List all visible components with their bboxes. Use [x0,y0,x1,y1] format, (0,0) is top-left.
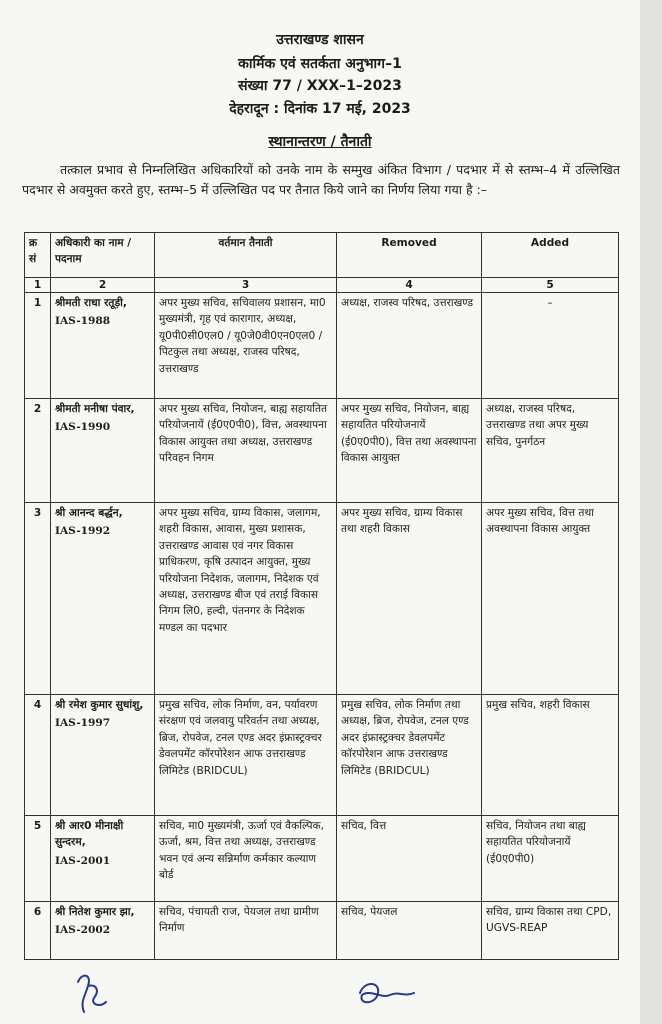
removed-posting: अपर मुख्य सचिव, नियोजन, बाह्य सहायतित परियोजनायें (ई0ए0पी0), वित्त तथा अवस्थापना विकास आयुक्त [337,399,482,503]
header-removed: Removed [337,233,482,278]
col-number-3: 3 [155,278,337,293]
header-added: Added [482,233,619,278]
officer-cell [51,399,155,503]
table-row [25,695,619,816]
officer-cell [51,695,155,816]
current-posting: सचिव, पंचायती राज, पेयजल तथा ग्रामीण निर्माण [155,902,337,960]
added-posting: प्रमुख सचिव, शहरी विकास [482,695,619,816]
header-sn: क्र सं [25,233,51,278]
officer-batch: IAS-1992 [55,525,111,538]
added-posting: अपर मुख्य सचिव, वित्त तथा अवस्थापना विकास आयुक्त [482,503,619,695]
current-posting: अपर मुख्य सचिव, ग्राम्य विकास, जलागम, शहरी विकास, आवास, मुख्य प्रशासक, उत्तराखण्ड आवास एवं नगर विकास प्राधिकरण, कृषि उत्पादन आयुक्त, मुख्य परियोजना निदेशक, जलागम, निदेशक एवं अध्यक्ष, उत्तराखण्ड बीज एवं तराई विकास निगम लि0, हल्दी, पंतनगर के निदेशक मण्डल का पदभार [155,503,337,695]
current-posting: अपर मुख्य सचिव, नियोजन, बाह्य सहायतित परियोजनायें (ई0ए0पी0), वित्त, अवस्थापना विकास आयुक्त तथा अध्यक्ष, उत्तराखण्ड परिवहन निगम [155,399,337,503]
officer-name: श्री रमेश कुमार सुधांशु, [55,699,144,711]
officer-name: श्रीमती मनीषा पंवार, [55,403,135,415]
intro-paragraph [22,160,620,200]
officer-cell [51,503,155,695]
row-sn: 4 [25,695,51,816]
subject-title [0,132,640,151]
table-row [25,293,619,399]
table-row [25,399,619,503]
signature-right [350,975,420,1015]
officer-batch: IAS-1990 [55,421,111,434]
table-row [25,503,619,695]
officer-batch: IAS-1988 [55,315,111,328]
officer-name: श्रीमती राधा रतूड़ी, [55,297,127,309]
header-name: अधिकारी का नाम / पदनाम [51,233,155,278]
removed-posting: सचिव, वित्त [337,816,482,902]
current-posting: प्रमुख सचिव, लोक निर्माण, वन, पर्यावरण संरक्षण एवं जलवायु परिवर्तन तथा अध्यक्ष, ब्रिज, रोपवेज, टनल एण्ड अदर इंफ्रास्ट्रक्चर डेवलपमेंट कॉरपोरेशन आफ उत्तराखण्ड लिमिटेड (BRIDCUL) [155,695,337,816]
current-posting: अपर मुख्य सचिव, सचिवालय प्रशासन, मा0 मुख्यमंत्री, गृह एवं कारागार, अध्यक्ष, यू0पी0सी0एल0 / यू0जे0वी0एन0एल0 / पिटकुल तथा अध्यक्ष, राजस्व परिषद, उत्तराखण्ड [155,293,337,399]
signature-left [70,968,130,1018]
removed-posting: अध्यक्ष, राजस्व परिषद, उत्तराखण्ड [337,293,482,399]
removed-posting: सचिव, पेयजल [337,902,482,960]
department-heading: कार्मिक एवं सतर्कता अनुभाग–1 [238,56,402,72]
page-edge [640,0,662,1024]
officer-batch: IAS-2001 [55,854,111,867]
officer-cell [51,293,155,399]
officer-name: श्री आनन्द बर्द्धन, [55,507,123,519]
place-date: देहरादून : दिनांक 17 मई, 2023 [229,101,411,117]
table-row [25,902,619,960]
removed-posting: अपर मुख्य सचिव, ग्राम्य विकास तथा शहरी विकास [337,503,482,695]
row-sn: 6 [25,902,51,960]
col-number-4: 4 [337,278,482,293]
govt-heading: उत्तराखण्ड शासन [276,32,364,48]
row-sn: 5 [25,816,51,902]
removed-posting: प्रमुख सचिव, लोक निर्माण तथा अध्यक्ष, ब्रिज, रोपवेज, टनल एण्ड अदर इंफ्रास्ट्रक्चर डेवलपमेंट कॉरपोरेशन आफ उत्तराखण्ड लिमिटेड (BRIDCUL) [337,695,482,816]
column-number-row [25,278,619,293]
officer-batch: IAS-1997 [55,717,111,730]
added-posting: सचिव, ग्राम्य विकास तथा CPD, UGVS-REAP [482,902,619,960]
col-number-5: 5 [482,278,619,293]
added-posting: – [482,293,619,399]
col-number-2: 2 [51,278,155,293]
officer-name: श्री आर0 मीनाक्षी सुन्दरम, [55,820,124,849]
table-header-row [25,233,619,278]
reference-number: संख्या 77 / XXX–1–2023 [238,78,402,94]
added-posting: अध्यक्ष, राजस्व परिषद, उत्तराखण्ड तथा अपर मुख्य सचिव, पुनर्गठन [482,399,619,503]
transfer-table [24,232,619,960]
intro-text: तत्काल प्रभाव से निम्नलिखित अधिकारियों को उनके नाम के सम्मुख अंकित विभाग / पदभार में से स्तम्भ–4 में उल्लिखित पदभार से अवमुक्त करते हुए, स्तम्भ–5 में उल्लिखित पद पर तैनात किये जाने का निर्णय लिया गया है :– [22,162,620,197]
row-sn: 2 [25,399,51,503]
added-posting: सचिव, नियोजन तथा बाह्य सहायतित परियोजनायें (ई0ए0पी0) [482,816,619,902]
subject-text: स्थानान्तरण / तैनाती [268,134,372,150]
row-sn: 1 [25,293,51,399]
officer-batch: IAS-2002 [55,924,111,937]
officer-cell [51,902,155,960]
table-row [25,816,619,902]
header-current: वर्तमान तैनाती [155,233,337,278]
col-number-1: 1 [25,278,51,293]
row-sn: 3 [25,503,51,695]
officer-cell [51,816,155,902]
officer-name: श्री नितेश कुमार झा, [55,906,135,918]
current-posting: सचिव, मा0 मुख्यमंत्री, ऊर्जा एवं वैकल्पिक, ऊर्जा, श्रम, वित्त तथा अध्यक्ष, उत्तराखण्ड भवन एवं अन्य सन्निर्माण कर्मकार कल्याण बोर्ड [155,816,337,902]
